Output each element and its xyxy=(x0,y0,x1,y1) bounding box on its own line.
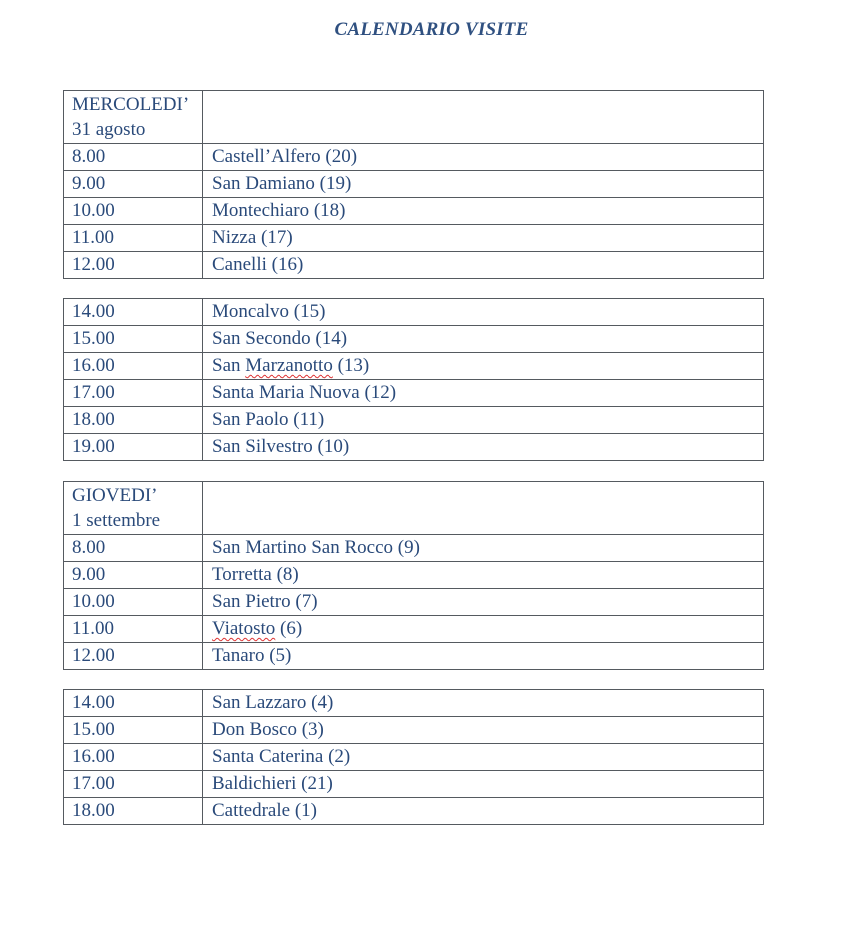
table-row xyxy=(64,434,764,461)
time-cell: 9.00 xyxy=(64,171,203,198)
time-cell: 18.00 xyxy=(64,407,203,434)
table-row xyxy=(64,535,764,562)
day-header-empty-cell xyxy=(203,482,764,535)
time-cell: 9.00 xyxy=(64,562,203,589)
page-title: CALENDARIO VISITE xyxy=(334,19,529,40)
table-row xyxy=(64,380,764,407)
time-cell: 10.00 xyxy=(64,198,203,225)
spellcheck-flagged-word: Marzanotto xyxy=(245,355,333,376)
day-header-cell xyxy=(64,91,203,144)
time-cell: 12.00 xyxy=(64,643,203,670)
time-cell: 10.00 xyxy=(64,589,203,616)
time-cell: 15.00 xyxy=(64,326,203,353)
table-row xyxy=(64,744,764,771)
day-name: MERCOLEDI’ xyxy=(72,94,190,115)
day-date: 31 agosto xyxy=(72,119,146,140)
time-cell: 18.00 xyxy=(64,798,203,825)
table-row xyxy=(64,616,764,643)
table-row xyxy=(64,407,764,434)
place-cell: Santa Maria Nuova (12) xyxy=(203,380,764,407)
day-header-row xyxy=(64,91,764,144)
place-cell: San Silvestro (10) xyxy=(203,434,764,461)
schedule-table-thursday-morning xyxy=(63,481,764,670)
place-cell: Castell’Alfero (20) xyxy=(203,144,764,171)
table-row xyxy=(64,562,764,589)
day-header-cell xyxy=(64,482,203,535)
place-cell xyxy=(203,353,764,380)
time-cell: 15.00 xyxy=(64,717,203,744)
place-cell: Nizza (17) xyxy=(203,225,764,252)
table-row xyxy=(64,326,764,353)
day-date: 1 settembre xyxy=(72,510,161,531)
table-row xyxy=(64,690,764,717)
time-cell: 8.00 xyxy=(64,535,203,562)
place-cell: Santa Caterina (2) xyxy=(203,744,764,771)
time-cell: 14.00 xyxy=(64,299,203,326)
place-suffix: (13) xyxy=(332,355,370,376)
table-row xyxy=(64,589,764,616)
place-cell: Canelli (16) xyxy=(203,252,764,279)
table-row xyxy=(64,144,764,171)
place-cell: San Paolo (11) xyxy=(203,407,764,434)
time-cell: 11.00 xyxy=(64,225,203,252)
time-cell: 11.00 xyxy=(64,616,203,643)
place-cell: Baldichieri (21) xyxy=(203,771,764,798)
place-cell: San Lazzaro (4) xyxy=(203,690,764,717)
schedule-table-wednesday-morning xyxy=(63,90,764,279)
place-suffix: (6) xyxy=(275,618,303,639)
day-header-empty-cell xyxy=(203,91,764,144)
place-cell: Cattedrale (1) xyxy=(203,798,764,825)
table-row xyxy=(64,252,764,279)
table-row xyxy=(64,771,764,798)
time-cell: 17.00 xyxy=(64,771,203,798)
table-row xyxy=(64,171,764,198)
place-cell: San Pietro (7) xyxy=(203,589,764,616)
schedule-table-thursday-afternoon xyxy=(63,689,764,825)
spellcheck-flagged-word: Viatosto xyxy=(212,618,276,639)
place-cell: Moncalvo (15) xyxy=(203,299,764,326)
time-cell: 12.00 xyxy=(64,252,203,279)
place-cell: San Secondo (14) xyxy=(203,326,764,353)
place-prefix: San xyxy=(212,355,246,376)
place-cell: San Martino San Rocco (9) xyxy=(203,535,764,562)
table-row xyxy=(64,198,764,225)
day-name: GIOVEDI’ xyxy=(72,485,158,506)
table-row xyxy=(64,798,764,825)
time-cell: 14.00 xyxy=(64,690,203,717)
place-cell: Torretta (8) xyxy=(203,562,764,589)
time-cell: 17.00 xyxy=(64,380,203,407)
time-cell: 19.00 xyxy=(64,434,203,461)
place-cell: Don Bosco (3) xyxy=(203,717,764,744)
day-header-row xyxy=(64,482,764,535)
table-row xyxy=(64,643,764,670)
place-cell: Montechiaro (18) xyxy=(203,198,764,225)
time-cell: 16.00 xyxy=(64,744,203,771)
table-row xyxy=(64,353,764,380)
table-row xyxy=(64,225,764,252)
time-cell: 8.00 xyxy=(64,144,203,171)
table-row xyxy=(64,299,764,326)
time-cell: 16.00 xyxy=(64,353,203,380)
schedule-table-wednesday-afternoon xyxy=(63,298,764,461)
place-cell: San Damiano (19) xyxy=(203,171,764,198)
place-cell xyxy=(203,616,764,643)
table-row xyxy=(64,717,764,744)
place-cell: Tanaro (5) xyxy=(203,643,764,670)
